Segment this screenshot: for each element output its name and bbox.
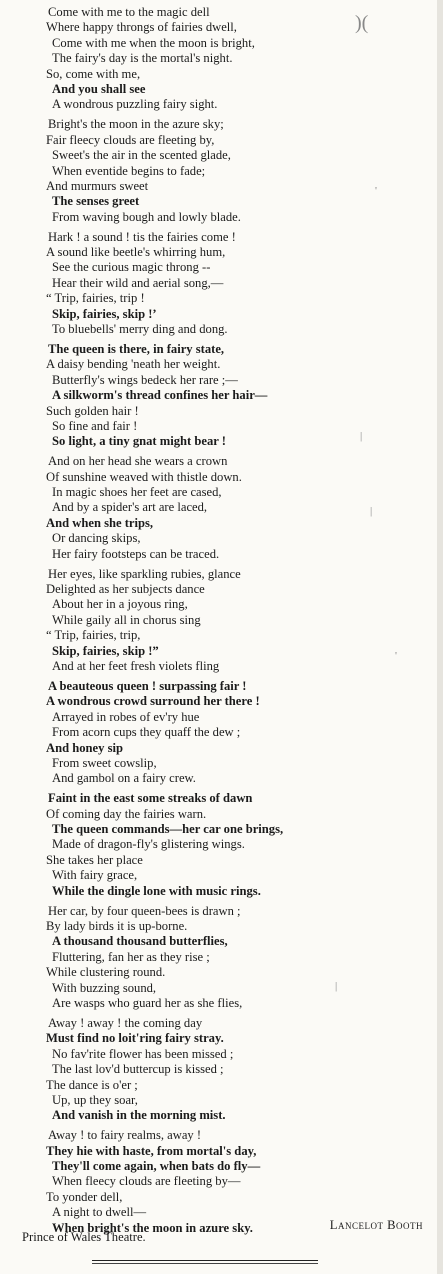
poem-line: To yonder dell, [46, 1189, 123, 1204]
poem-line: See the curious magic throng -- [52, 260, 211, 275]
poem-line: The last lov'd buttercup is kissed ; [52, 1062, 224, 1077]
poem-line: From sweet cowslip, [52, 755, 157, 770]
poem-line: Arrayed in robes of ev'ry hue [52, 709, 200, 724]
poem-line: To bluebells' merry ding and dong. [52, 322, 228, 336]
poem-line: Must find no loit'ring fairy stray. [46, 1031, 224, 1046]
poem-line: Butterfly's wings bedeck her rare ;— [52, 372, 238, 387]
stanza [0, 791, 443, 899]
poem-line: Her car, by four queen-bees is drawn ; [48, 903, 241, 918]
poem-line: A silkworm's thread confines her hair— [52, 388, 268, 403]
poem-line: And honey sip [46, 740, 123, 755]
poem-line: Up, up they soar, [52, 1092, 138, 1107]
credit-row [0, 1218, 443, 1244]
poem-line: And on her head she wears a crown [48, 454, 228, 469]
poem-line: Come with me to the magic dell [48, 5, 210, 19]
poem-line: Fair fleecy clouds are fleeting by, [46, 132, 215, 147]
margin-mark: )( [355, 12, 369, 34]
poem-line: A wondrous crowd surround her there ! [46, 694, 260, 709]
poem-line: And at her feet fresh violets fling [52, 658, 220, 673]
poem-line: Her eyes, like sparkling rubies, glance [48, 566, 241, 581]
poem-line: A sound like beetle's whirring hum, [46, 245, 226, 260]
poem-line: When eventide begins to fade; [52, 163, 206, 178]
poem-line: And by a spider's art are laced, [52, 500, 208, 515]
stanza [0, 5, 443, 113]
poem-line: They'll come again, when bats do fly— [52, 1159, 261, 1174]
stanza [0, 342, 443, 450]
margin-mark: ' [395, 650, 397, 662]
poem-line: Sweet's the air in the scented glade, [52, 148, 231, 163]
stanza [0, 679, 443, 787]
poem-line: Or dancing skips, [52, 531, 141, 546]
poem-line: “ Trip, fairies, trip, [46, 628, 141, 643]
poem-line: With buzzing sound, [52, 980, 157, 995]
poem-line: They hie with haste, from mortal's day, [46, 1143, 257, 1158]
poem-line: And gambol on a fairy crew. [52, 771, 196, 786]
poem-line: Are wasps who guard her as she flies, [52, 995, 243, 1010]
poem-line: While the dingle lone with music rings. [52, 883, 261, 898]
poem-line: Made of dragon-fly's glistering wings. [52, 837, 245, 852]
poem-line: No fav'rite flower has been missed ; [52, 1046, 234, 1061]
poem-line: From acorn cups they quaff the dew ; [52, 725, 241, 740]
poem-line: Faint in the east some streaks of dawn [48, 791, 253, 806]
poem-line: With fairy grace, [52, 868, 138, 883]
poem-line: Bright's the moon in the azure sky; [48, 117, 224, 132]
poem-line: She takes her place [46, 852, 143, 867]
poem-line: While gaily all in chorus sing [52, 612, 201, 627]
poem-line: A thousand thousand butterflies, [52, 934, 228, 949]
poem-line: In magic shoes her feet are cased, [52, 485, 222, 500]
poem-line: Such golden hair ! [46, 403, 139, 418]
poem-line: Of sunshine weaved with thistle down. [46, 469, 242, 484]
poem-line: And when she trips, [46, 515, 154, 530]
margin-mark: | [360, 430, 363, 442]
poem-line: Delighted as her subjects dance [46, 582, 205, 597]
poem-line: And murmurs sweet [46, 178, 149, 193]
poem-line: Hear their wild and aerial song,— [52, 275, 224, 290]
stanza [0, 230, 443, 338]
poem-line: Of coming day the fairies warn. [46, 806, 207, 821]
poem-line: A night to dwell— [52, 1205, 147, 1220]
closing-rule [92, 1260, 318, 1264]
author-name: Lancelot Booth [329, 1218, 423, 1232]
poem-line: The queen commands—her car one brings, [52, 822, 284, 837]
poem-line: The dance is o'er ; [46, 1077, 138, 1092]
poem-line: A beauteous queen ! surpassing fair ! [48, 678, 247, 693]
poem-line: Skip, fairies, skip !” [52, 643, 159, 658]
poem-line: The senses greet [52, 194, 140, 209]
poem-line: About her in a joyous ring, [52, 597, 188, 612]
poem-line: Come with me when the moon is bright, [52, 35, 255, 50]
poem-line: So, come with me, [46, 66, 141, 81]
venue-name: Prince of Wales Theatre. [22, 1230, 146, 1244]
poem-line: And you shall see [52, 81, 146, 96]
stanza [0, 1016, 443, 1124]
poem-line: When bright's the moon in azure sky. [52, 1220, 253, 1235]
poem-line: So fine and fair ! [52, 418, 138, 433]
poem-line: Away ! away ! the coming day [48, 1015, 203, 1030]
poem-line: Where happy throngs of fairies dwell, [46, 20, 237, 35]
stanza [0, 454, 443, 562]
poem-line: From waving bough and lowly blade. [52, 209, 241, 224]
poem-line: A wondrous puzzling fairy sight. [52, 97, 218, 112]
poem-line: A daisy bending 'neath her weight. [46, 357, 221, 372]
poem-line: The queen is there, in fairy state, [48, 341, 225, 356]
poem-line: By lady birds it is up-borne. [46, 919, 188, 934]
poem-line: Fluttering, fan her as they rise ; [52, 949, 210, 964]
poem-line: Her fairy footsteps can be traced. [52, 546, 220, 561]
poem-line: While clustering round. [46, 965, 166, 980]
margin-mark: | [335, 980, 338, 992]
margin-mark: ' [375, 185, 377, 197]
poem-line: Skip, fairies, skip !’ [52, 306, 157, 321]
stanza [0, 904, 443, 1012]
poem-line: And vanish in the morning mist. [52, 1108, 226, 1123]
stanza [0, 567, 443, 675]
margin-mark: | [370, 505, 373, 517]
poem-line: So light, a tiny gnat might bear ! [52, 434, 226, 449]
page-edge [437, 0, 443, 1274]
stanza [0, 117, 443, 225]
poem-line: “ Trip, fairies, trip ! [46, 291, 145, 306]
poem-line: Hark ! a sound ! tis the fairies come ! [48, 229, 236, 244]
poem-line: Away ! to fairy realms, away ! [48, 1128, 202, 1143]
poem-line: When fleecy clouds are fleeting by— [52, 1174, 241, 1189]
poem-line: The fairy's day is the mortal's night. [52, 51, 233, 66]
